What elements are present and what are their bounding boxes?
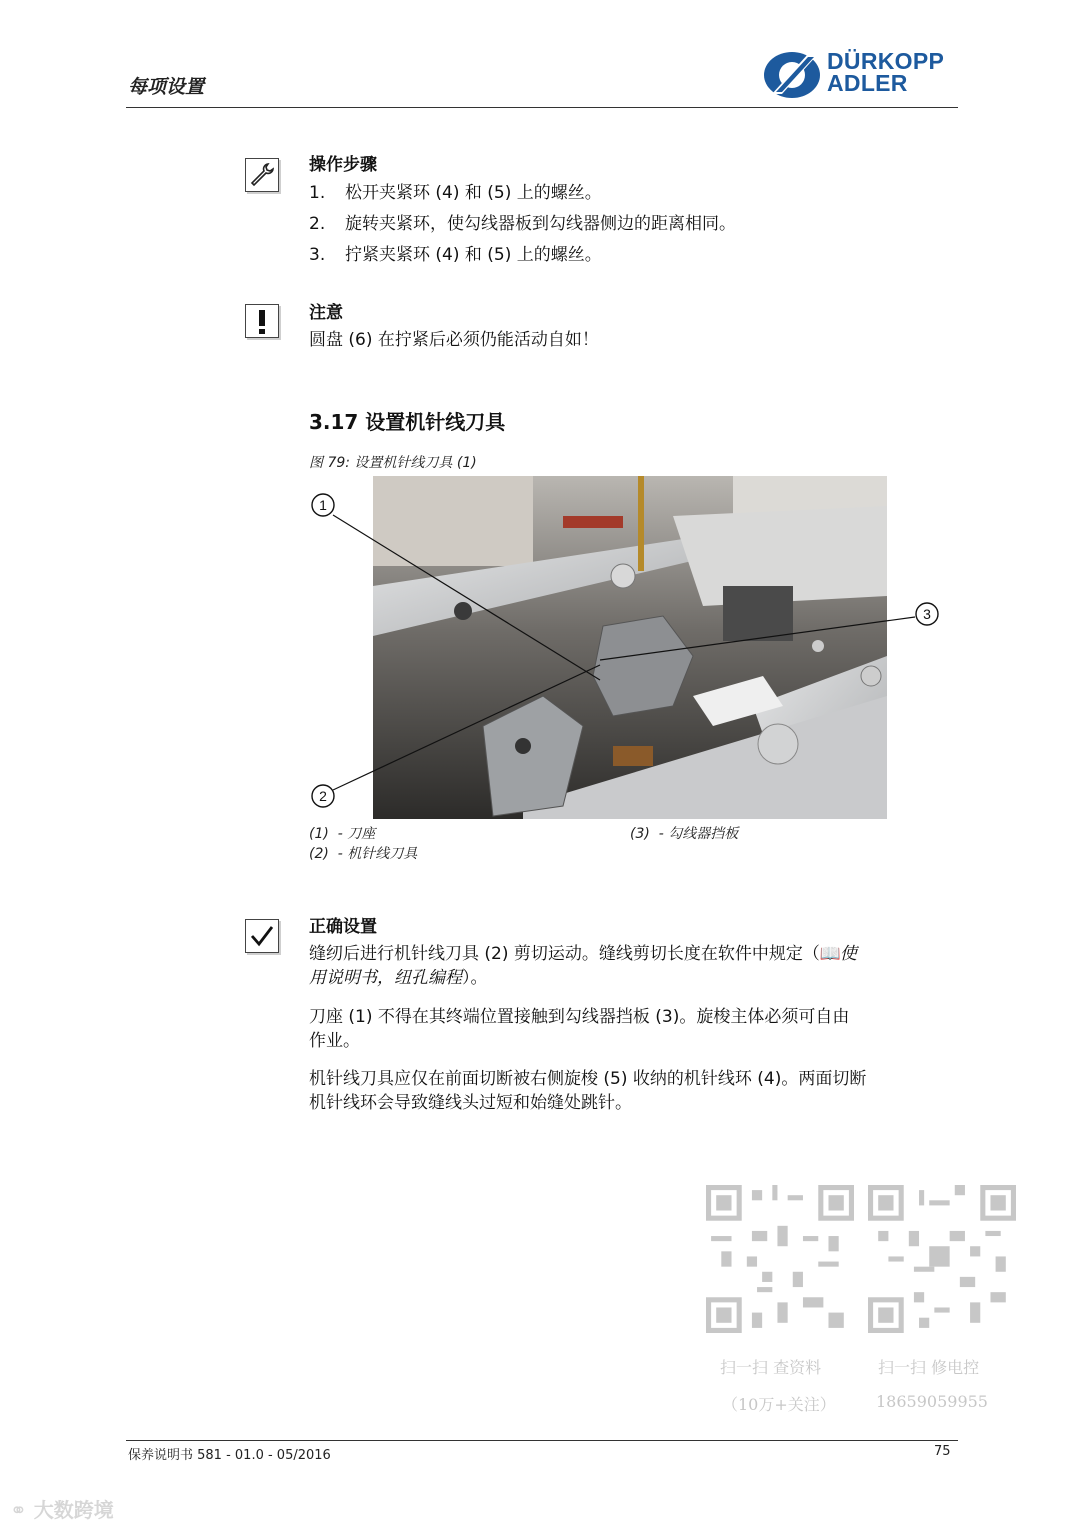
callout-line-1 <box>333 515 600 680</box>
correct-paragraph-3 <box>309 1067 959 1115</box>
section-title: 3.17 设置机针线刀具 <box>309 410 506 434</box>
legend-number: (3) <box>630 826 650 842</box>
p2-line2: 作业。 <box>309 1031 360 1051</box>
callout-line-3 <box>600 617 915 660</box>
header-divider <box>126 107 958 108</box>
page-number: 75 <box>934 1444 951 1459</box>
book-icon: 📖 <box>819 944 842 964</box>
watermark-text: （10万+关注） <box>722 1395 836 1414</box>
callout-overlay <box>300 490 960 820</box>
correct-paragraph-2 <box>309 1005 959 1053</box>
callout-label-3: 3 <box>923 606 931 622</box>
footer-divider <box>126 1440 958 1441</box>
legend-number: (1) <box>309 826 329 842</box>
callout-label-1: 1 <box>319 497 327 513</box>
step-text: 旋转夹紧环，使勾线器板到勾线器侧边的距离相同。 <box>345 214 736 234</box>
step-number: 3. <box>309 245 326 265</box>
step-number: 1. <box>309 183 326 203</box>
brand-watermark <box>10 1494 114 1523</box>
correct-paragraph-1 <box>309 942 959 990</box>
legend-item <box>630 823 738 843</box>
watermark-text: 18659059955 <box>876 1392 988 1411</box>
p1-ref: 使 <box>839 944 857 964</box>
logo-line2: ADLER <box>827 70 908 96</box>
legend-text: - 机针线刀具 <box>337 846 418 862</box>
notice-heading: 注意 <box>309 303 343 323</box>
step-text: 拧紧夹紧环 (4) 和 (5) 上的螺丝。 <box>345 245 602 265</box>
legend-number: (2) <box>309 846 329 862</box>
procedure-step <box>309 181 602 205</box>
header-title: 每项设置 <box>128 76 205 98</box>
logo-wordmark <box>827 50 944 94</box>
notice-text: 圆盘 (6) 在拧紧后必须仍能活动自如！ <box>309 330 599 350</box>
p3-line2: 机针线环会导致缝线头过短和始缝处跳针。 <box>309 1093 632 1113</box>
step-number: 2. <box>309 214 326 234</box>
p1-line2-end: ）。 <box>462 968 488 988</box>
figure-caption: 图 79: 设置机针线刀具 (1) <box>309 455 477 471</box>
wrench-icon <box>245 158 279 192</box>
correct-heading: 正确设置 <box>309 917 377 937</box>
legend-item <box>309 843 417 863</box>
logo-line1: DÜRKOPP <box>827 48 945 74</box>
procedure-step <box>309 212 736 236</box>
legend-text: - 刀座 <box>337 826 376 842</box>
step-text: 松开夹紧环 (4) 和 (5) 上的螺丝。 <box>345 183 602 203</box>
qr-code-2 <box>868 1185 1016 1333</box>
callout-label-2: 2 <box>319 788 327 804</box>
p1-line2-italic: 用说明书，纽孔编程 <box>309 968 462 988</box>
procedure-step <box>309 243 602 267</box>
procedure-heading: 操作步骤 <box>309 155 377 175</box>
watermark-text: 扫一扫 修电控 <box>878 1358 980 1377</box>
legend-item <box>309 823 375 843</box>
weibo-icon: ⚭ <box>10 1498 27 1522</box>
callout-line-2 <box>333 665 600 790</box>
p2-line1: 刀座 (1) 不得在其终端位置接触到勾线器挡板 (3)。旋梭主体必须可自由 <box>309 1007 850 1027</box>
qr-code-1 <box>706 1185 854 1333</box>
watermark-text: 扫一扫 查资料 <box>720 1358 822 1377</box>
exclamation-icon <box>245 304 279 338</box>
legend-text: - 勾线器挡板 <box>658 826 739 842</box>
checkmark-icon <box>245 919 279 953</box>
footer-doc-info: 保养说明书 581 - 01.0 - 05/2016 <box>128 1448 331 1463</box>
brand-watermark-text: 大数跨境 <box>33 1498 114 1522</box>
p1-line1: 缝纫后进行机针线刀具 (2) 剪切运动。缝线剪切长度在软件中规定（ <box>309 944 820 964</box>
p3-line1: 机针线刀具应仅在前面切断被右侧旋梭 (5) 收纳的机针线环 (4)。两面切断 <box>309 1069 867 1089</box>
